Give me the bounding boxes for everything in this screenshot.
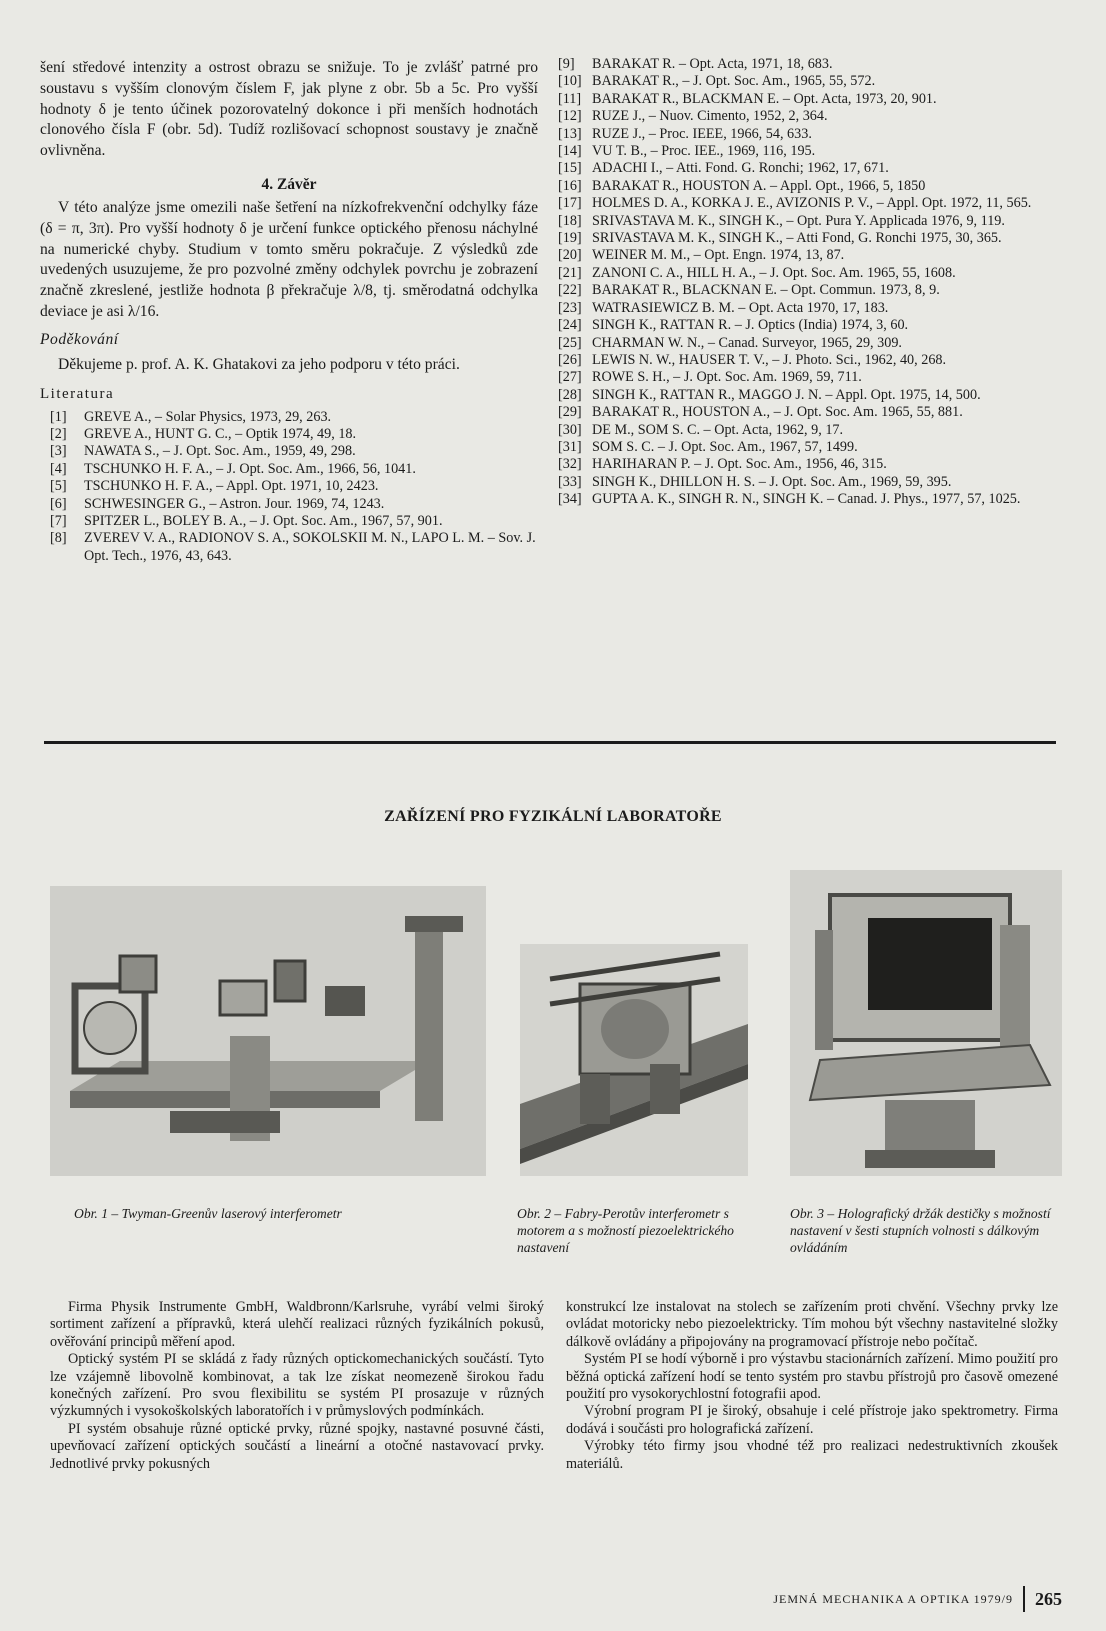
page-footer — [690, 1586, 1062, 1612]
article-left-column — [40, 58, 538, 565]
conclusion-paragraph: V této analýze jsme omezili naše šetření na nízkofrekvenční odchylky fáze (δ = π, 3π). Pro vyšší hodnoty δ je určení funkce optického přenosu náchylné na numerické chyby. Studium v tomto směru pokračuje. Z výsledků zde uvedených usuzujeme, že pro pozvolné změny odchylek povrchu je zobrazení značně zkreslené, jestliže hodnota β překračuje λ/8, tj. směrodatná odchylka deviace je asi λ/16. — [40, 198, 538, 320]
reference-item — [50, 530, 538, 565]
reference-item — [558, 195, 1058, 212]
equipment-right-column — [566, 1299, 1058, 1473]
reference-text: CHARMAN W. N., – Canad. Surveyor, 1965, 29, 309. — [592, 334, 902, 351]
reference-number: [27] — [558, 369, 582, 386]
reference-item — [558, 335, 1058, 352]
reference-text: SINGH K., RATTAN R. – J. Optics (India) 1974, 3, 60. — [592, 317, 909, 334]
reference-item — [558, 108, 1058, 125]
reference-text: LEWIS N. W., HAUSER T. V., – J. Photo. Sci., 1962, 40, 268. — [592, 351, 947, 368]
reference-number: [2] — [50, 425, 67, 442]
reference-text: GUPTA A. K., SINGH R. N., SINGH K. – Canad. J. Phys., 1977, 57, 1025. — [592, 491, 1021, 508]
equipment-paragraph: konstrukcí lze instalovat na stolech se zařízením proti chvění. Všechny prvky lze ovládat motoricky nebo piezoelektricky. Tím mohou být všechny nastavitelné složky dálkově ovládány a připojovány na programovací přístroje nebo počítač. — [566, 1299, 1058, 1350]
fabry-perot-illustration — [520, 944, 748, 1176]
reference-text: SCHWESINGER G., – Astron. Jour. 1969, 74, 1243. — [84, 495, 385, 512]
reference-text: ZVEREV V. A., RADIONOV S. A., SOKOLSKII M. N., LAPO L. M. – Sov. J. Opt. Tech., 1976, 43, 643. — [84, 530, 536, 564]
reference-number: [3] — [50, 443, 67, 460]
reference-text: ADACHI I., – Atti. Fond. G. Ronchi; 1962, 17, 671. — [592, 160, 889, 177]
reference-item — [558, 247, 1058, 264]
reference-item — [558, 456, 1058, 473]
reference-item — [558, 352, 1058, 369]
reference-number: [32] — [558, 456, 582, 473]
reference-number: [1] — [50, 408, 67, 425]
reference-text: ROWE S. H., – J. Opt. Soc. Am. 1969, 59, 711. — [592, 369, 862, 386]
reference-item — [558, 439, 1058, 456]
footer-separator — [1023, 1586, 1025, 1612]
reference-text: VU T. B., – Proc. IEE., 1969, 116, 195. — [592, 143, 816, 160]
section-divider — [44, 741, 1056, 744]
reference-item — [558, 143, 1058, 160]
intro-paragraph: šení středové intenzity a ostrost obrazu se snižuje. To je zvlášť patrné pro soustavu s vyšším clonovým číslem F, jak plyne z obr. 5b a 5c. Pro vyšší hodnoty δ je tento účinek pozorovatelný dokonce i při menších hodnotách clonového čísla F (obr. 5d). Tudíž rozlišovací schopnost soustavy je značně ovlivněna. — [40, 59, 538, 160]
ack-paragraph: Děkujeme p. prof. A. K. Ghatakovi za jeho podporu v této práci. — [58, 355, 460, 373]
figure-1-photo — [50, 886, 486, 1176]
reference-number: [5] — [50, 478, 67, 495]
reference-number: [25] — [558, 334, 582, 351]
reference-number: [14] — [558, 143, 582, 160]
reference-number: [21] — [558, 264, 582, 281]
reference-number: [24] — [558, 317, 582, 334]
equipment-paragraph: Výrobní program PI je široký, obsahuje i celé přístroje jako spektrometry. Firma dodává i součásti pro holografická zařízení. — [566, 1403, 1058, 1437]
figure-3-photo — [790, 870, 1062, 1176]
reference-number: [11] — [558, 90, 582, 107]
holographic-holder-illustration — [790, 870, 1062, 1176]
reference-number: [9] — [558, 56, 575, 72]
reference-item — [558, 387, 1058, 404]
reference-number: [26] — [558, 351, 582, 368]
reference-item — [558, 369, 1058, 386]
figure-2-photo — [520, 944, 748, 1176]
reference-text: BARAKAT R., HOUSTON A. – Appl. Opt., 1966, 5, 1850 — [592, 177, 926, 194]
reference-number: [33] — [558, 473, 582, 490]
reference-number: [20] — [558, 247, 582, 264]
reference-number: [7] — [50, 513, 67, 529]
figure-3-caption: Obr. 3 – Holografický držák destičky s možností nastavení v šesti stupních volnosti s dálkovým ovládáním — [790, 1206, 1051, 1255]
reference-item — [558, 282, 1058, 299]
reference-item — [558, 160, 1058, 177]
reference-item — [50, 478, 538, 495]
equipment-left-column — [50, 1299, 544, 1473]
reference-item — [558, 230, 1058, 247]
reference-item — [558, 56, 1058, 73]
ack-heading: Poděkování — [40, 330, 119, 348]
reference-text: TSCHUNKO H. F. A., – J. Opt. Soc. Am., 1966, 56, 1041. — [84, 460, 416, 477]
reference-number: [22] — [558, 282, 582, 299]
figure-1-caption: Obr. 1 – Twyman-Greenův laserový interferometr — [74, 1206, 342, 1221]
reference-number: [18] — [558, 212, 582, 229]
reference-item — [558, 91, 1058, 108]
interferometer-illustration — [50, 886, 486, 1176]
reference-text: BARAKAT R., BLACKMAN E. – Opt. Acta, 1973, 20, 901. — [592, 90, 937, 107]
reference-text: ZANONI C. A., HILL H. A., – J. Opt. Soc. Am. 1965, 55, 1608. — [592, 264, 956, 281]
reference-text: SRIVASTAVA M. K., SINGH K., – Atti Fond, G. Ronchi 1975, 30, 365. — [592, 230, 1002, 247]
reference-item — [558, 404, 1058, 421]
reference-text: SOM S. C. – J. Opt. Soc. Am., 1967, 57, 1499. — [592, 438, 858, 455]
reference-item — [50, 461, 538, 478]
page-number: 265 — [1035, 1588, 1062, 1609]
reference-text: BARAKAT R., HOUSTON A., – J. Opt. Soc. Am. 1965, 55, 881. — [592, 404, 963, 421]
reference-text: TSCHUNKO H. F. A., – Appl. Opt. 1971, 10, 2423. — [84, 478, 379, 495]
equipment-paragraph: Výrobky této firmy jsou vhodné též pro realizaci nedestruktivních zkoušek materiálů. — [566, 1438, 1058, 1472]
reference-item — [558, 422, 1058, 439]
reference-text: HOLMES D. A., KORKA J. E., AVIZONIS P. V., – Appl. Opt. 1972, 11, 565. — [592, 195, 1032, 212]
reference-item — [558, 178, 1058, 195]
reference-text: SINGH K., RATTAN R., MAGGO J. N. – Appl. Opt. 1975, 14, 500. — [592, 386, 981, 403]
reference-text: NAWATA S., – J. Opt. Soc. Am., 1959, 49, 298. — [84, 443, 356, 460]
reference-text: BARAKAT R. – Opt. Acta, 1971, 18, 683. — [592, 56, 833, 72]
reference-number: [16] — [558, 177, 582, 194]
reference-text: RUZE J., – Nuov. Cimento, 1952, 2, 364. — [592, 108, 828, 125]
reference-text: SPITZER L., BOLEY B. A., – J. Opt. Soc. Am., 1967, 57, 901. — [84, 513, 443, 529]
reference-number: [4] — [50, 460, 67, 477]
references-left — [40, 409, 538, 566]
reference-number: [28] — [558, 386, 582, 403]
reference-number: [23] — [558, 299, 582, 316]
equipment-paragraph: PI systém obsahuje různé optické prvky, různé spojky, nastavné posuvné části, upevňovací zařízení optických součástí a lineární a otočné nastavovací prvky. Jednotlivé prvky pokusných — [50, 1420, 544, 1472]
reference-item — [558, 491, 1058, 508]
reference-text: BARAKAT R., – J. Opt. Soc. Am., 1965, 55, 572. — [592, 73, 876, 90]
reference-number: [8] — [50, 530, 67, 547]
reference-number: [6] — [50, 495, 67, 512]
equipment-paragraph: Systém PI se hodí výborně i pro výstavbu stacionárních zařízení. Mimo použití pro běžná optická zařízení hodí se tento systém pro stavbu přístrojů pro časově omezené použití pro vysokorychlostní fotografii apod. — [566, 1351, 1058, 1403]
reference-number: [30] — [558, 421, 582, 438]
reference-text: SINGH K., DHILLON H. S. – J. Opt. Soc. Am., 1969, 59, 395. — [592, 473, 952, 490]
literature-heading: Literatura — [40, 385, 115, 402]
reference-text: RUZE J., – Proc. IEEE, 1966, 54, 633. — [592, 125, 812, 142]
reference-number: [10] — [558, 73, 582, 90]
reference-item — [50, 409, 538, 426]
equipment-title: ZAŘÍZENÍ PRO FYZIKÁLNÍ LABORATOŘE — [384, 808, 722, 825]
journal-name: JEMNÁ MECHANIKA A OPTIKA 1979/9 — [773, 1591, 1013, 1606]
equipment-paragraph: Firma Physik Instrumente GmbH, Waldbronn/Karlsruhe, vyrábí velmi široký sortiment zařízení a přípravků, která ulehčí realizaci různých fyzikálních pokusů, ověřování principů měření apod. — [50, 1299, 544, 1350]
reference-text: DE M., SOM S. C. – Opt. Acta, 1962, 9, 17. — [592, 421, 844, 438]
equipment-paragraph: Optický systém PI se skládá z řady různých optickomechanických součástí. Tyto lze vzájemně libovolně kombinovat, a tak lze získat neomezeně širokou řadu konečných zařízení. Pro svou flexibilitu se systém PI prosazuje v různých výzkumných i vysokoškolských laboratořích i v průmyslových podmínkách. — [50, 1351, 544, 1420]
reference-item — [558, 474, 1058, 491]
reference-item — [50, 426, 538, 443]
reference-item — [558, 317, 1058, 334]
reference-item — [50, 496, 538, 513]
reference-item — [50, 443, 538, 460]
reference-text: WATRASIEWICZ B. M. – Opt. Acta 1970, 17, 183. — [592, 299, 889, 316]
reference-item — [558, 73, 1058, 90]
reference-item — [558, 213, 1058, 230]
reference-number: [31] — [558, 438, 582, 455]
reference-text: BARAKAT R., BLACKNAN E. – Opt. Commun. 1973, 8, 9. — [592, 282, 940, 299]
reference-text: WEINER M. M., – Opt. Engn. 1974, 13, 87. — [592, 247, 845, 264]
reference-item — [558, 265, 1058, 282]
reference-number: [15] — [558, 160, 582, 177]
reference-item — [558, 300, 1058, 317]
reference-text: SRIVASTAVA M. K., SINGH K., – Opt. Pura Y. Applicada 1976, 9, 119. — [592, 212, 1005, 229]
reference-number: [13] — [558, 125, 582, 142]
reference-item — [558, 126, 1058, 143]
reference-number: [12] — [558, 108, 582, 125]
reference-number: [19] — [558, 230, 582, 247]
reference-number: [34] — [558, 491, 582, 508]
section-heading: 4. Závěr — [261, 175, 317, 193]
figure-2-caption: Obr. 2 – Fabry-Perotův interferometr s motorem a s možností piezoelektrického nastavení — [517, 1206, 734, 1255]
reference-text: HARIHARAN P. – J. Opt. Soc. Am., 1956, 46, 315. — [592, 456, 887, 473]
reference-item — [50, 513, 538, 530]
reference-number: [17] — [558, 195, 582, 212]
reference-text: GREVE A., – Solar Physics, 1973, 29, 263. — [84, 408, 332, 425]
reference-number: [29] — [558, 404, 582, 421]
reference-text: GREVE A., HUNT G. C., – Optik 1974, 49, 18. — [84, 425, 357, 442]
references-right — [558, 56, 1058, 509]
